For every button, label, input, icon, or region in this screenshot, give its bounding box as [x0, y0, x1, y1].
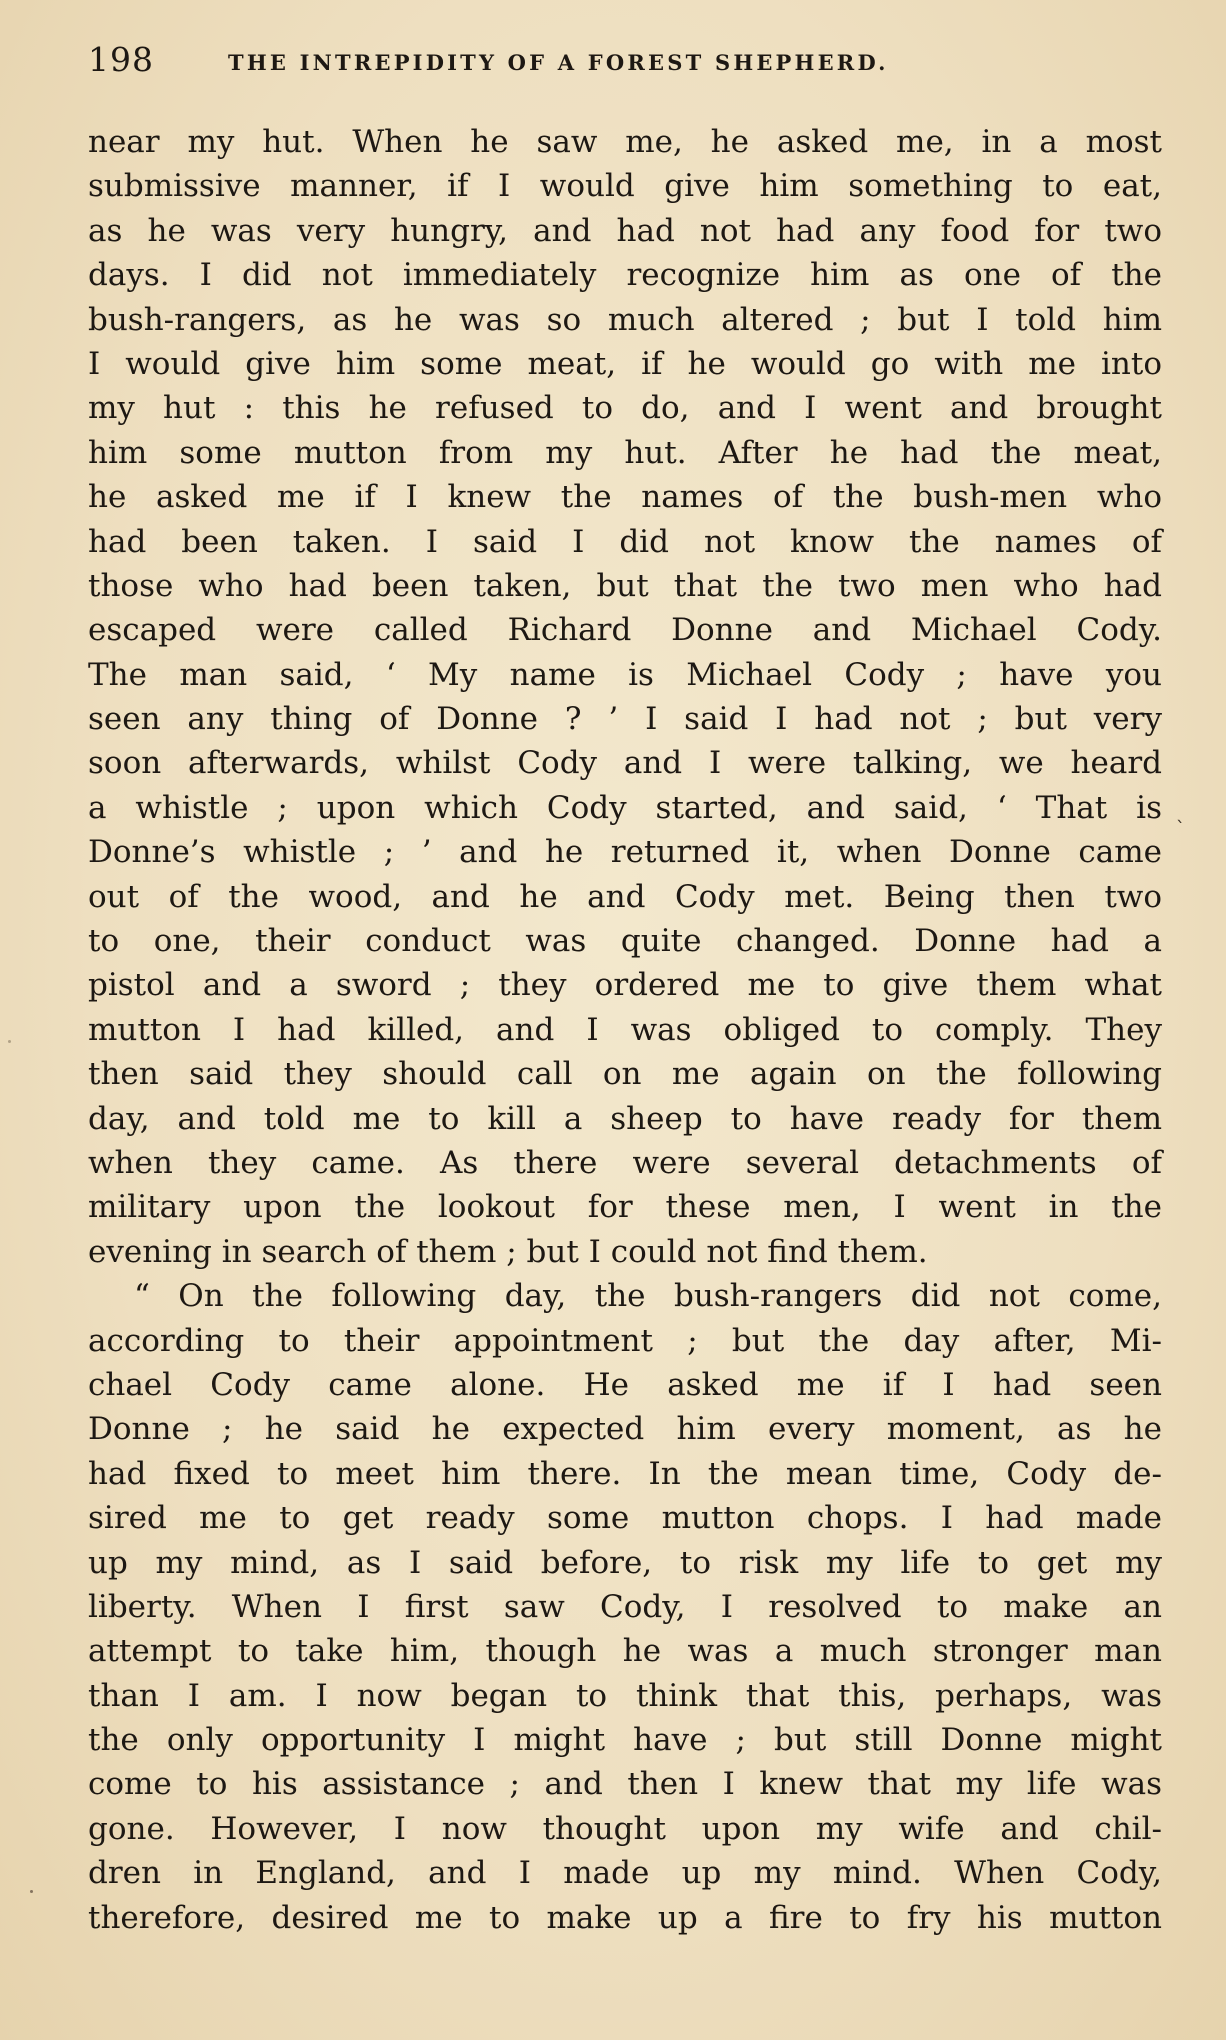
text-line: he asked me if I knew the names of the bush-men who	[88, 479, 1162, 516]
ink-speck	[30, 1890, 33, 1893]
text-line: The man said, ‘ My name is Michael Cody ; have you	[88, 656, 1162, 693]
text-line: bush-rangers, as he was so much altered ; but I told him	[88, 301, 1162, 338]
text-line: up my mind, as I said before, to risk my life to get my	[88, 1544, 1162, 1581]
text-line: submissive manner, if I would give him something to eat,	[88, 168, 1162, 205]
text-line: military upon the lookout for these men, I went in the	[88, 1189, 1162, 1226]
text-line: had been taken. I said I did not know the names of	[88, 523, 1162, 560]
margin-mark: ˎ	[1176, 803, 1185, 824]
text-line: days. I did not immediately recognize him as one of the	[88, 257, 1162, 294]
text-line: had fixed to meet him there. In the mean time, Cody de-	[88, 1455, 1162, 1492]
text-line: soon afterwards, whilst Cody and I were talking, we heard	[88, 745, 1162, 782]
text-line: day, and told me to kill a sheep to have ready for them	[88, 1100, 1162, 1137]
text-line: seen any thing of Donne ? ’ I said I had not ; but very	[88, 701, 1162, 738]
text-line: those who had been taken, but that the two men who had	[88, 567, 1162, 604]
page-number: 198	[88, 40, 154, 79]
text-line: chael Cody came alone. He asked me if I had seen	[88, 1366, 1162, 1403]
text-line: a whistle ; upon which Cody started, and said, ‘ That is	[88, 789, 1162, 826]
text-line: gone. However, I now thought upon my wife and chil-	[88, 1810, 1162, 1847]
paragraph-end-line: evening in search of them ; but I could not find them.	[88, 1233, 928, 1270]
text-line: than I am. I now began to think that this, perhaps, was	[88, 1677, 1162, 1714]
text-line: therefore, desired me to make up a fire to fry his mutton	[88, 1899, 1162, 1936]
text-line: near my hut. When he saw me, he asked me, in a most	[88, 124, 1162, 160]
text-line: then said they should call on me again on the following	[88, 1056, 1162, 1093]
text-line: dren in England, and I made up my mind. When Cody,	[88, 1855, 1162, 1892]
text-line: my hut : this he refused to do, and I went and brought	[88, 390, 1162, 427]
text-line: out of the wood, and he and Cody met. Being then two	[88, 878, 1162, 915]
text-line: I would give him some meat, if he would go with me into	[88, 345, 1162, 382]
text-line: escaped were called Richard Donne and Michael Cody.	[88, 612, 1162, 649]
text-line: liberty. When I first saw Cody, I resolved to make an	[88, 1588, 1162, 1625]
text-line: as he was very hungry, and had not had any food for two	[88, 212, 1162, 249]
text-line: mutton I had killed, and I was obliged to comply. They	[88, 1011, 1162, 1048]
text-line: Donne’s whistle ; ’ and he returned it, when Donne came	[88, 834, 1162, 871]
text-line: when they came. As there were several detachments of	[88, 1144, 1162, 1181]
text-line: to one, their conduct was quite changed. Donne had a	[88, 923, 1162, 960]
paragraph-start-line: “ On the following day, the bush-rangers did not come,	[134, 1278, 1162, 1315]
text-line: come to his assistance ; and then I knew that my life was	[88, 1766, 1162, 1803]
running-head: THE INTREPIDITY OF A FOREST SHEPHERD.	[228, 50, 889, 75]
text-line: sired me to get ready some mutton chops. I had made	[88, 1500, 1162, 1537]
text-line: pistol and a sword ; they ordered me to give them what	[88, 967, 1162, 1004]
text-line: attempt to take him, though he was a much stronger man	[88, 1633, 1162, 1670]
text-line: the only opportunity I might have ; but still Donne might	[88, 1722, 1162, 1759]
body-text	[88, 120, 1162, 1940]
text-line: him some mutton from my hut. After he had the meat,	[88, 434, 1162, 471]
page-header	[88, 38, 1168, 88]
text-line: Donne ; he said he expected him every moment, as he	[88, 1411, 1162, 1448]
text-line: according to their appointment ; but the day after, Mi-	[88, 1322, 1162, 1359]
ink-speck	[8, 1040, 11, 1043]
